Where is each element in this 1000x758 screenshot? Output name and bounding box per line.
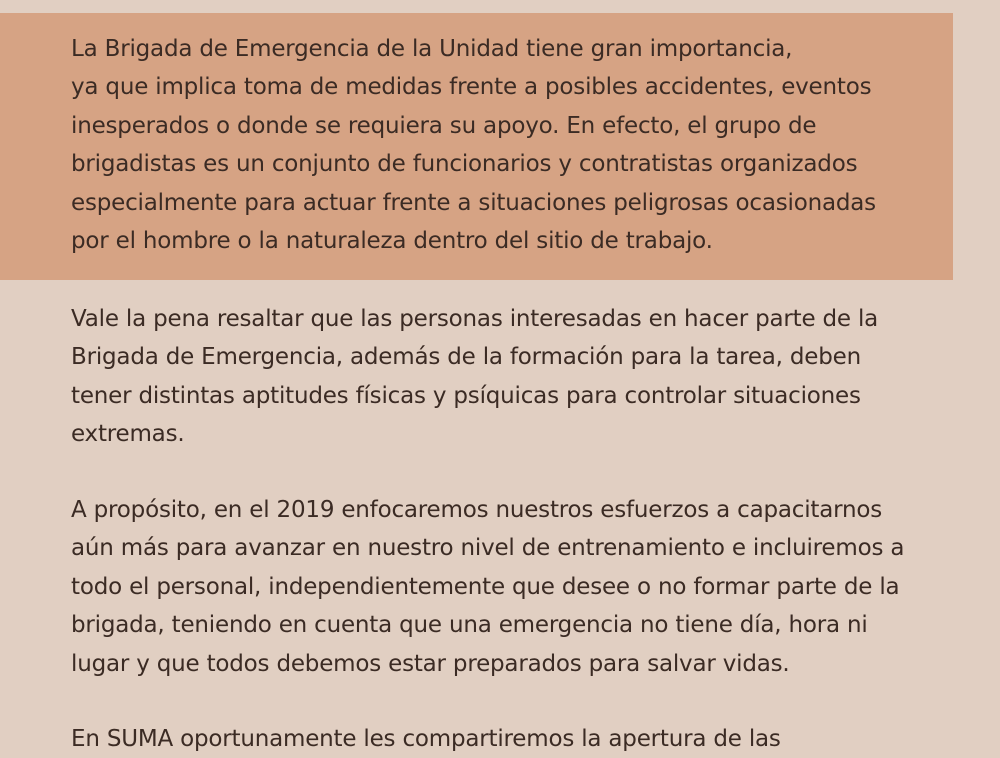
- text-line: La Brigada de Emergencia de la Unidad tiene gran importancia,: [71, 36, 793, 62]
- announcement-paragraph: [71, 720, 781, 758]
- intro-paragraph: [71, 30, 876, 260]
- text-line: especialmente para actuar frente a situaciones peligrosas ocasionadas: [71, 189, 876, 216]
- text-line: tener distintas aptitudes físicas y psíquicas para controlar situaciones: [71, 382, 861, 409]
- text-line: brigada, teniendo en cuenta que una emergencia no tiene día, hora ni: [71, 612, 868, 639]
- text-line: inesperados o donde se requiera su apoyo. En efecto, el grupo de: [71, 112, 817, 139]
- text-line: aún más para avanzar en nuestro nivel de entrenamiento e incluiremos a: [71, 535, 905, 562]
- text-line: por el hombre o la naturaleza dentro del sitio de trabajo.: [71, 228, 713, 255]
- text-line: extremas.: [71, 421, 185, 448]
- text-line: Vale la pena resaltar que las personas interesadas en hacer parte de la: [71, 306, 879, 332]
- text-line: todo el personal, independientemente que desee o no formar parte de la: [71, 573, 900, 600]
- text-line: lugar y que todos debemos estar preparados para salvar vidas.: [71, 650, 790, 677]
- plans-paragraph: [71, 491, 904, 683]
- text-line: Brigada de Emergencia, además de la formación para la tarea, deben: [71, 344, 861, 371]
- text-line: En SUMA oportunamente les compartiremos la apertura de las: [71, 726, 781, 752]
- text-line: brigadistas es un conjunto de funcionarios y contratistas organizados: [71, 151, 858, 178]
- text-line: ya que implica toma de medidas frente a posibles accidentes, eventos: [71, 74, 872, 101]
- text-line: A propósito, en el 2019 enfocaremos nuestros esfuerzos a capacitarnos: [71, 497, 883, 523]
- requirements-paragraph: [71, 300, 878, 454]
